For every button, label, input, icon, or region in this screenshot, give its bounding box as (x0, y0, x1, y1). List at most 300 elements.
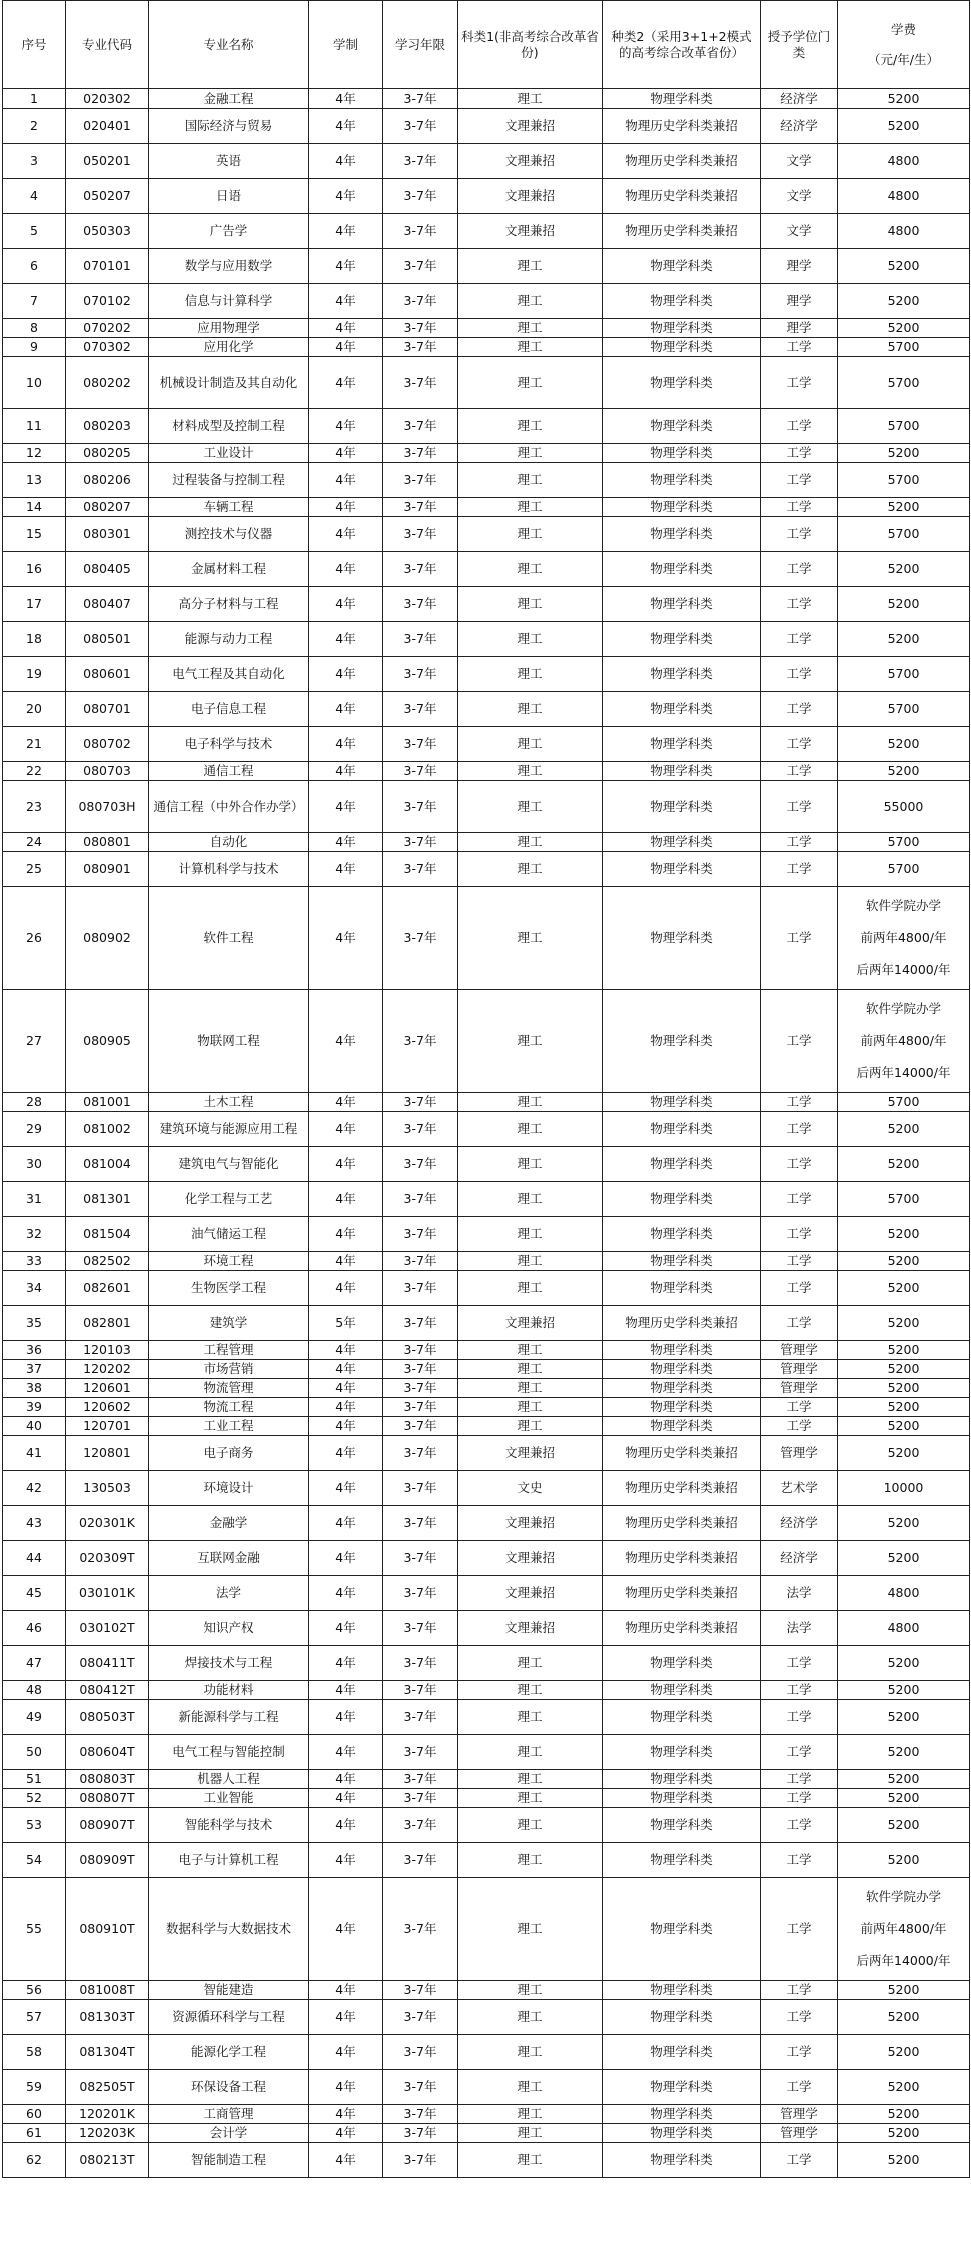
cell-years: 3-7年 (383, 1471, 458, 1506)
cell-fee: 5700 (838, 833, 970, 852)
cell-cat2: 物理学科类 (603, 1789, 761, 1808)
cell-code: 081303T (66, 2000, 149, 2035)
cell-name: 电子商务 (149, 1436, 309, 1471)
header-category-1: 科类1(非高考综合改革省份) (458, 1, 603, 89)
header-degree: 授予学位门类 (761, 1, 838, 89)
cell-years: 3-7年 (383, 1981, 458, 2000)
cell-cat2: 物理学科类 (603, 2124, 761, 2143)
cell-degree: 工学 (761, 338, 838, 357)
cell-cat2: 物理学科类 (603, 2000, 761, 2035)
cell-seq: 3 (3, 144, 66, 179)
table-row (3, 1789, 970, 1808)
cell-code: 082505T (66, 2070, 149, 2105)
table-row (3, 1217, 970, 1252)
cell-seq: 57 (3, 2000, 66, 2035)
cell-fee: 5200 (838, 1808, 970, 1843)
cell-seq: 29 (3, 1112, 66, 1147)
cell-fee: 5200 (838, 2070, 970, 2105)
cell-cat2: 物理学科类 (603, 1700, 761, 1735)
header-seq: 序号 (3, 1, 66, 89)
table-row (3, 1576, 970, 1611)
cell-duration: 4年 (309, 1878, 383, 1981)
table-row (3, 1646, 970, 1681)
cell-code: 080202 (66, 357, 149, 409)
cell-fee: 5200 (838, 444, 970, 463)
header-fee (838, 1, 970, 89)
cell-cat2: 物理学科类 (603, 833, 761, 852)
cell-name: 资源循环科学与工程 (149, 2000, 309, 2035)
cell-fee: 5700 (838, 338, 970, 357)
cell-duration: 4年 (309, 2143, 383, 2178)
cell-seq: 15 (3, 517, 66, 552)
cell-years: 3-7年 (383, 762, 458, 781)
cell-duration: 4年 (309, 1808, 383, 1843)
cell-seq: 61 (3, 2124, 66, 2143)
cell-degree: 工学 (761, 409, 838, 444)
cell-fee: 4800 (838, 179, 970, 214)
table-row (3, 1735, 970, 1770)
cell-cat2: 物理学科类 (603, 1093, 761, 1112)
table-row (3, 1306, 970, 1341)
cell-years: 3-7年 (383, 109, 458, 144)
cell-degree: 工学 (761, 1217, 838, 1252)
cell-cat1: 理工 (458, 338, 603, 357)
cell-fee: 4800 (838, 1611, 970, 1646)
cell-years: 3-7年 (383, 1182, 458, 1217)
cell-fee: 5200 (838, 1735, 970, 1770)
cell-degree: 工学 (761, 622, 838, 657)
cell-years: 3-7年 (383, 498, 458, 517)
cell-code: 080902 (66, 887, 149, 990)
cell-name: 金融学 (149, 1506, 309, 1541)
cell-cat1: 理工 (458, 1341, 603, 1360)
cell-cat1: 理工 (458, 1360, 603, 1379)
table-row (3, 1398, 970, 1417)
table-row (3, 1182, 970, 1217)
cell-seq: 6 (3, 249, 66, 284)
cell-cat1: 理工 (458, 2105, 603, 2124)
cell-years: 3-7年 (383, 1611, 458, 1646)
table-row (3, 338, 970, 357)
cell-years: 3-7年 (383, 1436, 458, 1471)
cell-name: 土木工程 (149, 1093, 309, 1112)
cell-degree: 工学 (761, 1306, 838, 1341)
cell-duration: 4年 (309, 144, 383, 179)
cell-fee: 4800 (838, 144, 970, 179)
cell-duration: 4年 (309, 1252, 383, 1271)
table-row (3, 1471, 970, 1506)
cell-degree: 管理学 (761, 1341, 838, 1360)
cell-degree: 工学 (761, 1252, 838, 1271)
cell-seq: 52 (3, 1789, 66, 1808)
table-row (3, 1093, 970, 1112)
cell-cat1: 理工 (458, 1789, 603, 1808)
cell-seq: 12 (3, 444, 66, 463)
cell-cat2: 物理学科类 (603, 1735, 761, 1770)
cell-duration: 4年 (309, 89, 383, 109)
cell-degree: 工学 (761, 2070, 838, 2105)
cell-years: 3-7年 (383, 1878, 458, 1981)
table-row (3, 357, 970, 409)
cell-duration: 4年 (309, 444, 383, 463)
cell-name: 工程管理 (149, 1341, 309, 1360)
cell-years: 3-7年 (383, 1770, 458, 1789)
cell-duration: 4年 (309, 1417, 383, 1436)
cell-years: 3-7年 (383, 833, 458, 852)
cell-cat2: 物理历史学科类兼招 (603, 1471, 761, 1506)
cell-cat2: 物理学科类 (603, 1843, 761, 1878)
cell-degree: 法学 (761, 1576, 838, 1611)
cell-name: 金属材料工程 (149, 552, 309, 587)
cell-duration: 4年 (309, 1506, 383, 1541)
cell-seq: 49 (3, 1700, 66, 1735)
cell-degree: 工学 (761, 1417, 838, 1436)
cell-degree: 工学 (761, 1843, 838, 1878)
cell-cat2: 物理学科类 (603, 1252, 761, 1271)
cell-fee: 5200 (838, 1417, 970, 1436)
cell-degree: 管理学 (761, 1436, 838, 1471)
cell-duration: 4年 (309, 727, 383, 762)
cell-code: 080411T (66, 1646, 149, 1681)
cell-cat2: 物理历史学科类兼招 (603, 1541, 761, 1576)
cell-fee: 5200 (838, 1681, 970, 1700)
cell-code: 120203K (66, 2124, 149, 2143)
cell-seq: 38 (3, 1379, 66, 1398)
cell-code: 020301K (66, 1506, 149, 1541)
cell-seq: 20 (3, 692, 66, 727)
cell-name: 建筑环境与能源应用工程 (149, 1112, 309, 1147)
cell-name: 油气储运工程 (149, 1217, 309, 1252)
cell-name: 能源与动力工程 (149, 622, 309, 657)
cell-duration: 4年 (309, 1093, 383, 1112)
cell-degree: 工学 (761, 1700, 838, 1735)
cell-cat1: 理工 (458, 498, 603, 517)
table-row (3, 2070, 970, 2105)
cell-degree: 工学 (761, 990, 838, 1093)
cell-cat1: 理工 (458, 1843, 603, 1878)
cell-fee: 5700 (838, 852, 970, 887)
table-row (3, 1417, 970, 1436)
cell-fee: 4800 (838, 214, 970, 249)
cell-years: 3-7年 (383, 1789, 458, 1808)
fee-line-2: 前两年4800/年 (860, 1033, 947, 1048)
cell-duration: 4年 (309, 357, 383, 409)
cell-code: 080905 (66, 990, 149, 1093)
cell-duration: 4年 (309, 1182, 383, 1217)
cell-seq: 30 (3, 1147, 66, 1182)
cell-seq: 21 (3, 727, 66, 762)
cell-seq: 48 (3, 1681, 66, 1700)
cell-fee: 5200 (838, 622, 970, 657)
cell-name: 车辆工程 (149, 498, 309, 517)
cell-cat2: 物理学科类 (603, 1398, 761, 1417)
cell-degree: 工学 (761, 1681, 838, 1700)
cell-name: 新能源科学与工程 (149, 1700, 309, 1735)
cell-fee: 5200 (838, 284, 970, 319)
cell-years: 3-7年 (383, 1681, 458, 1700)
cell-cat1: 理工 (458, 833, 603, 852)
cell-code: 050201 (66, 144, 149, 179)
cell-degree: 工学 (761, 1981, 838, 2000)
table-row (3, 2000, 970, 2035)
cell-name: 数据科学与大数据技术 (149, 1878, 309, 1981)
cell-degree: 工学 (761, 498, 838, 517)
header-code: 专业代码 (66, 1, 149, 89)
cell-degree: 工学 (761, 587, 838, 622)
cell-seq: 16 (3, 552, 66, 587)
cell-name: 机器人工程 (149, 1770, 309, 1789)
cell-cat1: 理工 (458, 2070, 603, 2105)
cell-fee: 5200 (838, 587, 970, 622)
cell-fee: 5200 (838, 1271, 970, 1306)
cell-cat1: 理工 (458, 284, 603, 319)
cell-duration: 4年 (309, 587, 383, 622)
cell-cat1: 理工 (458, 622, 603, 657)
table-header-row (3, 1, 970, 89)
cell-cat2: 物理学科类 (603, 2070, 761, 2105)
cell-cat2: 物理学科类 (603, 1646, 761, 1681)
cell-seq: 5 (3, 214, 66, 249)
fee-line-2: 前两年4800/年 (860, 1921, 947, 1936)
table-row (3, 2124, 970, 2143)
cell-duration: 4年 (309, 622, 383, 657)
cell-fee: 5200 (838, 1252, 970, 1271)
cell-degree: 工学 (761, 1398, 838, 1417)
table-row (3, 463, 970, 498)
table-row (3, 249, 970, 284)
cell-fee: 5200 (838, 762, 970, 781)
cell-years: 3-7年 (383, 2035, 458, 2070)
cell-name: 电子信息工程 (149, 692, 309, 727)
cell-duration: 4年 (309, 409, 383, 444)
cell-seq: 47 (3, 1646, 66, 1681)
cell-degree: 经济学 (761, 1506, 838, 1541)
cell-code: 070302 (66, 338, 149, 357)
cell-duration: 4年 (309, 762, 383, 781)
cell-name: 测控技术与仪器 (149, 517, 309, 552)
cell-seq: 17 (3, 587, 66, 622)
cell-years: 3-7年 (383, 1252, 458, 1271)
cell-code: 080910T (66, 1878, 149, 1981)
cell-degree: 工学 (761, 1878, 838, 1981)
cell-seq: 18 (3, 622, 66, 657)
cell-code: 080801 (66, 833, 149, 852)
cell-seq: 31 (3, 1182, 66, 1217)
cell-degree: 工学 (761, 833, 838, 852)
cell-degree: 工学 (761, 2143, 838, 2178)
cell-cat2: 物理历史学科类兼招 (603, 109, 761, 144)
cell-seq: 36 (3, 1341, 66, 1360)
cell-duration: 4年 (309, 498, 383, 517)
cell-years: 3-7年 (383, 1217, 458, 1252)
table-row (3, 1770, 970, 1789)
cell-duration: 4年 (309, 284, 383, 319)
cell-degree: 经济学 (761, 1541, 838, 1576)
table-row (3, 444, 970, 463)
cell-code: 080703H (66, 781, 149, 833)
cell-cat1: 文理兼招 (458, 1506, 603, 1541)
cell-code: 120202 (66, 1360, 149, 1379)
cell-seq: 46 (3, 1611, 66, 1646)
cell-fee: 5200 (838, 727, 970, 762)
cell-cat1: 理工 (458, 1182, 603, 1217)
cell-code: 080207 (66, 498, 149, 517)
cell-cat1: 理工 (458, 1379, 603, 1398)
cell-duration: 4年 (309, 1398, 383, 1417)
cell-code: 020309T (66, 1541, 149, 1576)
cell-cat1: 文理兼招 (458, 1306, 603, 1341)
cell-cat2: 物理历史学科类兼招 (603, 179, 761, 214)
cell-cat1: 文理兼招 (458, 214, 603, 249)
cell-duration: 4年 (309, 179, 383, 214)
cell-cat1: 理工 (458, 990, 603, 1093)
table-row (3, 89, 970, 109)
cell-degree: 理学 (761, 249, 838, 284)
cell-code: 081004 (66, 1147, 149, 1182)
table-row (3, 1541, 970, 1576)
cell-name: 工业设计 (149, 444, 309, 463)
cell-degree: 工学 (761, 444, 838, 463)
cell-name: 通信工程 (149, 762, 309, 781)
cell-name: 物流工程 (149, 1398, 309, 1417)
cell-seq: 34 (3, 1271, 66, 1306)
cell-degree: 工学 (761, 1271, 838, 1306)
cell-degree: 工学 (761, 1808, 838, 1843)
cell-years: 3-7年 (383, 1506, 458, 1541)
cell-seq: 41 (3, 1436, 66, 1471)
cell-name: 金融工程 (149, 89, 309, 109)
cell-code: 070102 (66, 284, 149, 319)
table-row (3, 1147, 970, 1182)
cell-code: 120801 (66, 1436, 149, 1471)
cell-cat1: 理工 (458, 692, 603, 727)
cell-fee: 5200 (838, 1306, 970, 1341)
table-row (3, 2105, 970, 2124)
table-row (3, 552, 970, 587)
cell-years: 3-7年 (383, 338, 458, 357)
cell-name: 工业工程 (149, 1417, 309, 1436)
fee-line-3: 后两年14000/年 (856, 1065, 951, 1080)
cell-code: 020401 (66, 109, 149, 144)
cell-cat1: 理工 (458, 2035, 603, 2070)
cell-cat2: 物理学科类 (603, 1878, 761, 1981)
cell-cat2: 物理学科类 (603, 1271, 761, 1306)
cell-seq: 24 (3, 833, 66, 852)
cell-duration: 4年 (309, 1341, 383, 1360)
cell-cat2: 物理学科类 (603, 357, 761, 409)
cell-cat1: 理工 (458, 1252, 603, 1271)
cell-degree: 经济学 (761, 89, 838, 109)
cell-duration: 4年 (309, 2070, 383, 2105)
cell-name: 智能建造 (149, 1981, 309, 2000)
cell-name: 材料成型及控制工程 (149, 409, 309, 444)
cell-seq: 55 (3, 1878, 66, 1981)
cell-cat1: 文史 (458, 1471, 603, 1506)
cell-fee: 5200 (838, 1217, 970, 1252)
cell-name: 物联网工程 (149, 990, 309, 1093)
cell-fee: 55000 (838, 781, 970, 833)
cell-name: 化学工程与工艺 (149, 1182, 309, 1217)
cell-seq: 37 (3, 1360, 66, 1379)
header-fee-label: 学费 (890, 21, 916, 37)
cell-duration: 4年 (309, 1217, 383, 1252)
cell-cat1: 理工 (458, 657, 603, 692)
cell-years: 3-7年 (383, 887, 458, 990)
cell-name: 国际经济与贸易 (149, 109, 309, 144)
cell-degree: 工学 (761, 2000, 838, 2035)
cell-code: 020302 (66, 89, 149, 109)
cell-fee (838, 1878, 970, 1981)
cell-seq: 11 (3, 409, 66, 444)
fee-line-3: 后两年14000/年 (856, 962, 951, 977)
cell-fee: 5700 (838, 409, 970, 444)
cell-code: 080301 (66, 517, 149, 552)
cell-duration: 4年 (309, 1379, 383, 1398)
cell-cat2: 物理学科类 (603, 284, 761, 319)
cell-code: 030102T (66, 1611, 149, 1646)
cell-duration: 4年 (309, 214, 383, 249)
cell-duration: 4年 (309, 1843, 383, 1878)
cell-years: 3-7年 (383, 284, 458, 319)
cell-years: 3-7年 (383, 214, 458, 249)
cell-degree: 工学 (761, 1770, 838, 1789)
cell-fee: 5200 (838, 1646, 970, 1681)
cell-fee (838, 990, 970, 1093)
table-row (3, 498, 970, 517)
cell-cat2: 物理学科类 (603, 852, 761, 887)
cell-cat1: 理工 (458, 1112, 603, 1147)
cell-degree: 工学 (761, 1646, 838, 1681)
cell-cat2: 物理历史学科类兼招 (603, 1576, 761, 1611)
cell-cat2: 物理学科类 (603, 1808, 761, 1843)
cell-cat1: 理工 (458, 1093, 603, 1112)
cell-seq: 43 (3, 1506, 66, 1541)
cell-cat2: 物理学科类 (603, 1360, 761, 1379)
cell-cat1: 文理兼招 (458, 144, 603, 179)
cell-degree: 工学 (761, 517, 838, 552)
cell-years: 3-7年 (383, 1808, 458, 1843)
cell-duration: 4年 (309, 692, 383, 727)
cell-duration: 4年 (309, 1981, 383, 2000)
cell-seq: 26 (3, 887, 66, 990)
table-row (3, 657, 970, 692)
cell-cat1: 理工 (458, 852, 603, 887)
cell-cat1: 理工 (458, 249, 603, 284)
table-row (3, 1271, 970, 1306)
cell-years: 3-7年 (383, 444, 458, 463)
cell-code: 080807T (66, 1789, 149, 1808)
cell-degree: 工学 (761, 727, 838, 762)
header-category-2: 种类2（采用3+1+2模式的高考综合改革省份） (603, 1, 761, 89)
cell-cat2: 物理学科类 (603, 727, 761, 762)
cell-fee: 5200 (838, 1843, 970, 1878)
cell-code: 080702 (66, 727, 149, 762)
cell-name: 环境设计 (149, 1471, 309, 1506)
header-duration: 学制 (309, 1, 383, 89)
table-row (3, 319, 970, 338)
cell-name: 会计学 (149, 2124, 309, 2143)
cell-duration: 4年 (309, 1611, 383, 1646)
fee-line-1: 软件学院办学 (865, 1889, 941, 1904)
cell-fee: 5200 (838, 2035, 970, 2070)
cell-code: 081504 (66, 1217, 149, 1252)
cell-fee: 4800 (838, 1576, 970, 1611)
table-row (3, 1611, 970, 1646)
cell-code: 080206 (66, 463, 149, 498)
cell-years: 3-7年 (383, 2105, 458, 2124)
cell-duration: 4年 (309, 1770, 383, 1789)
cell-name: 广告学 (149, 214, 309, 249)
